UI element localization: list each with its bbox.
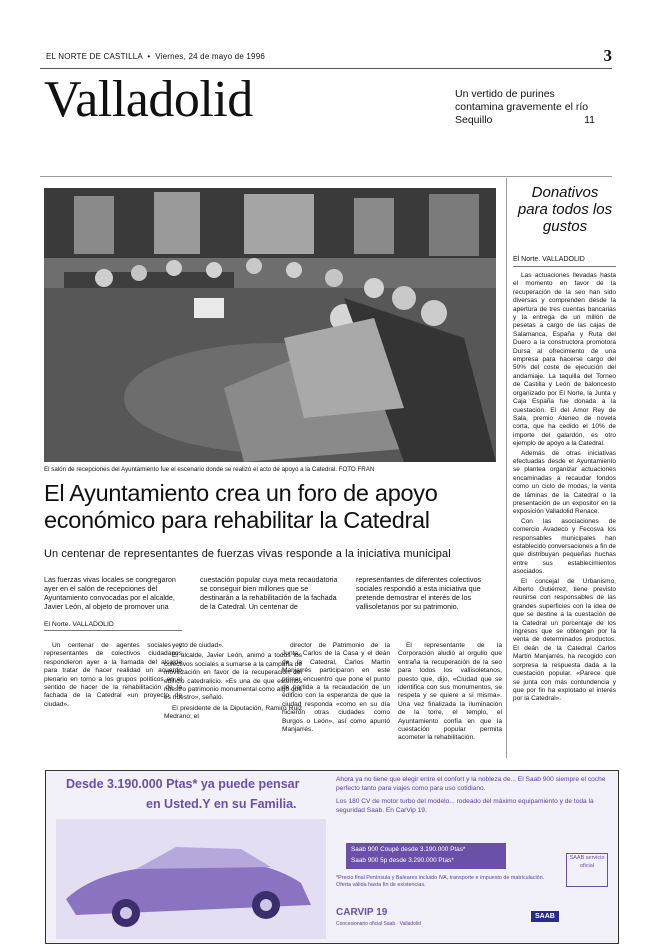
lead-col-3: representantes de diferentes colectivos sociales respondió a esta iniciativa que pretende demostrar el interés de los vallisoletanos por su patrimonio. bbox=[356, 575, 482, 611]
body-paragraph: El alcalde, Javier León, animó a todos los colectivos sociales a sumarse a la campaña de movilización en favor de la recuperación del edificio catedralicio. «Es una de que estemos nuestro patrimonio monumental como algo que es nuestro», señaló. bbox=[164, 652, 302, 702]
section-title: Valladolid bbox=[44, 71, 253, 128]
ad-headline-2: en Usted.Y en su Familia. bbox=[146, 797, 297, 811]
ad-copy bbox=[336, 775, 612, 819]
lead-col-1: Las fuerzas vivas locales se congregaron ayer en el salón de recepciones del Ayuntamiento convocadas por el alcalde, Javier León, al objeto de promover una bbox=[44, 575, 176, 611]
sidebar-byline: El Norte. VALLADOLID bbox=[513, 256, 585, 263]
sidebar-paragraph: El concejal de Urbanismo, Alberto Gutiérrez, tiene previsto reunirse con responsables de las grandes superficies con la idea de que se destine a la cuestación de la Catedral un porcentaje de los ingresos que se obtengan por la venta de determinados productos. El deán de la Catedral Carlos Martín Manjarrés, ha recogido con sorpresa la respuesta dada a la cuestación popular. «Parece que se junta con más contundencia y que por fin ha explotado el interés por la Catedral». bbox=[513, 577, 616, 703]
article-deck: Un centenar de representantes de fuerzas vivas responde a la iniciativa municipal bbox=[44, 548, 451, 560]
teaser-text: Un vertido de purines contamina gravemente el río Sequillo bbox=[455, 88, 589, 126]
sidebar-paragraph: Las actuaciones llevadas hasta el momento en favor de la recuperación de la seo han sido diversas y comprenden desde la apertura de tres cuentas bancarias y la entrega de un millón de pesetas a cargo de las cajas de Salamanca, España y Ruta del Duero a la constructora promotora Dursa al ofrecimiento de una empresa para hacerse cargo del 50% del coste de ejecución del andamiaje. La taquilla del Torneo de Castilla y León de baloncesto organizado por El Norte, la Junta y Caja España fue donada a la cuestación. El del Amor Rey de Sala, premio Ateneo de novela corta, que ha cedido el 10% de importe del galardón, es otro ejemplo de apoyo a la Catedral. bbox=[513, 272, 616, 448]
body-paragraph: El presidente de la Diputación, Ramiro Ruiz Medrano; el bbox=[164, 704, 302, 721]
sidebar-rule bbox=[513, 266, 616, 267]
body-paragraph: Un centenar de agentes sociales y representantes de colectivos ciudadanos respondieron ayer a la llamada del alcalde para tratar de hacer realidad un acuerdo plenario en torno a los grupos políticos en el sentido de hacer de la rehabilitación de la fachada de la Catedral «un proyecto de ciudad». bbox=[44, 642, 182, 708]
ad-fine-print: *Precio final Península y Baleares incluido IVA, transporte e impuesto de matriculación. Oferta válida hasta fin de existencias. bbox=[336, 875, 545, 888]
price-5p: Saab 900 5p desde 3.290.000 Ptas* bbox=[351, 857, 454, 864]
header-divider bbox=[40, 68, 612, 69]
teaser[interactable] bbox=[455, 88, 595, 127]
section-divider bbox=[40, 176, 612, 177]
body-col-4 bbox=[398, 642, 502, 745]
service-stamp: SAAB servicio oficial bbox=[566, 853, 608, 887]
saab-logo: SAAB bbox=[531, 911, 559, 922]
masthead: EL NORTE DE CASTILLA bbox=[46, 52, 143, 61]
ad-copy-2: Los 180 CV de motor turbo del modelo... rodeado del máximo equipamiento y de toda la seguridad Saab. En CarVip 19. bbox=[336, 798, 594, 814]
page-number: 3 bbox=[603, 46, 612, 65]
dealer-name: CARVIP 19 bbox=[336, 907, 388, 918]
body-paragraph: El representante de la Corporación aludió al orgullo que entraña la recuperación de la seo para todos los vallisoletanos, puesto que, dijo, «Ciudad que se identifica con sus monumentos, se respeta y se quiere a sí misma». Una vez finalizada la iluminación de la torre, el templo, el Ayuntamiento confía en que la cuestación popular permita acometer la rehabilitación. bbox=[398, 642, 502, 742]
photo-caption: El salón de recepciones del Ayuntamiento fue el escenario donde se realizó el acto de apoyo a la Catedral. FOTO FRAN bbox=[44, 466, 375, 473]
ad-copy-1: Ahora ya no tiene que elegir entre el confort y la nobleza de... El Saab 900 siempre el coche perfecto tanto para viajes como para uso cotidiano. bbox=[336, 776, 606, 792]
sidebar-paragraph: Además de otras iniciativas efectuadas desde el Ayuntamiento se plantea organizar actuaciones encaminadas a recaudar fondos como un ciclo de modas, la venta de láminas de la Catedral o la presentación de un expositor en la exposición Valladolid Renace. bbox=[513, 449, 616, 516]
saab-advertisement[interactable] bbox=[45, 770, 619, 944]
ad-headline-1: Desde 3.190.000 Ptas* ya puede pensar bbox=[66, 777, 300, 791]
byline-rule bbox=[44, 630, 182, 631]
body-col-1 bbox=[44, 642, 182, 711]
price-box bbox=[346, 843, 506, 869]
meeting-photo bbox=[44, 188, 496, 462]
issue-date: Viernes, 24 de mayo de 1996 bbox=[155, 52, 265, 61]
sidebar-divider bbox=[506, 178, 507, 758]
car-illustration bbox=[56, 819, 326, 939]
body-col-3 bbox=[282, 642, 390, 736]
masthead-line bbox=[46, 52, 265, 61]
price-coupe: Saab 900 Coupé desde 3.190.000 Ptas* bbox=[351, 846, 466, 853]
teaser-page: 11 bbox=[584, 114, 595, 126]
sidebar-title: Donativos para todos los gustos bbox=[517, 184, 613, 235]
sidebar-paragraph: Con las asociaciones de comercio Avadeco y Fecosva los responsables municipales han establecido conversaciones a fin de que distribuyan pequeñas huchas entre sus establecimientos asociados. bbox=[513, 517, 616, 576]
meeting-photo-illustration bbox=[44, 188, 496, 462]
dealer-address: Concesionario oficial Saab · Valladolid bbox=[336, 921, 421, 927]
body-paragraph: yecto de ciudad». bbox=[172, 642, 224, 649]
bullet-icon: • bbox=[144, 52, 153, 61]
article-headline: El Ayuntamiento crea un foro de apoyo económico para rehabilitar la Catedral bbox=[44, 480, 438, 533]
article-byline: El Norte. VALLADOLID bbox=[44, 621, 114, 628]
sidebar-body bbox=[513, 272, 616, 705]
lead-col-2: cuestación popular cuya meta recaudatoria se conseguir bien millones que se destinarán a la rehabilitación de la fachada de la Catedral. Un centenar de bbox=[200, 575, 338, 611]
body-paragraph: director de Patrimonio de la Junta, Carlos de la Casa y el deán de la Catedral, Carlos Martín Manjarrés participaron en este primer encuentro que pone el punto de partida a la recaudación de un edificio con la esperanza de que la ciudad responda «como en su día hicieron otras ciudades como Burgos o León», así como apuntó Manjarrés. bbox=[282, 642, 390, 734]
